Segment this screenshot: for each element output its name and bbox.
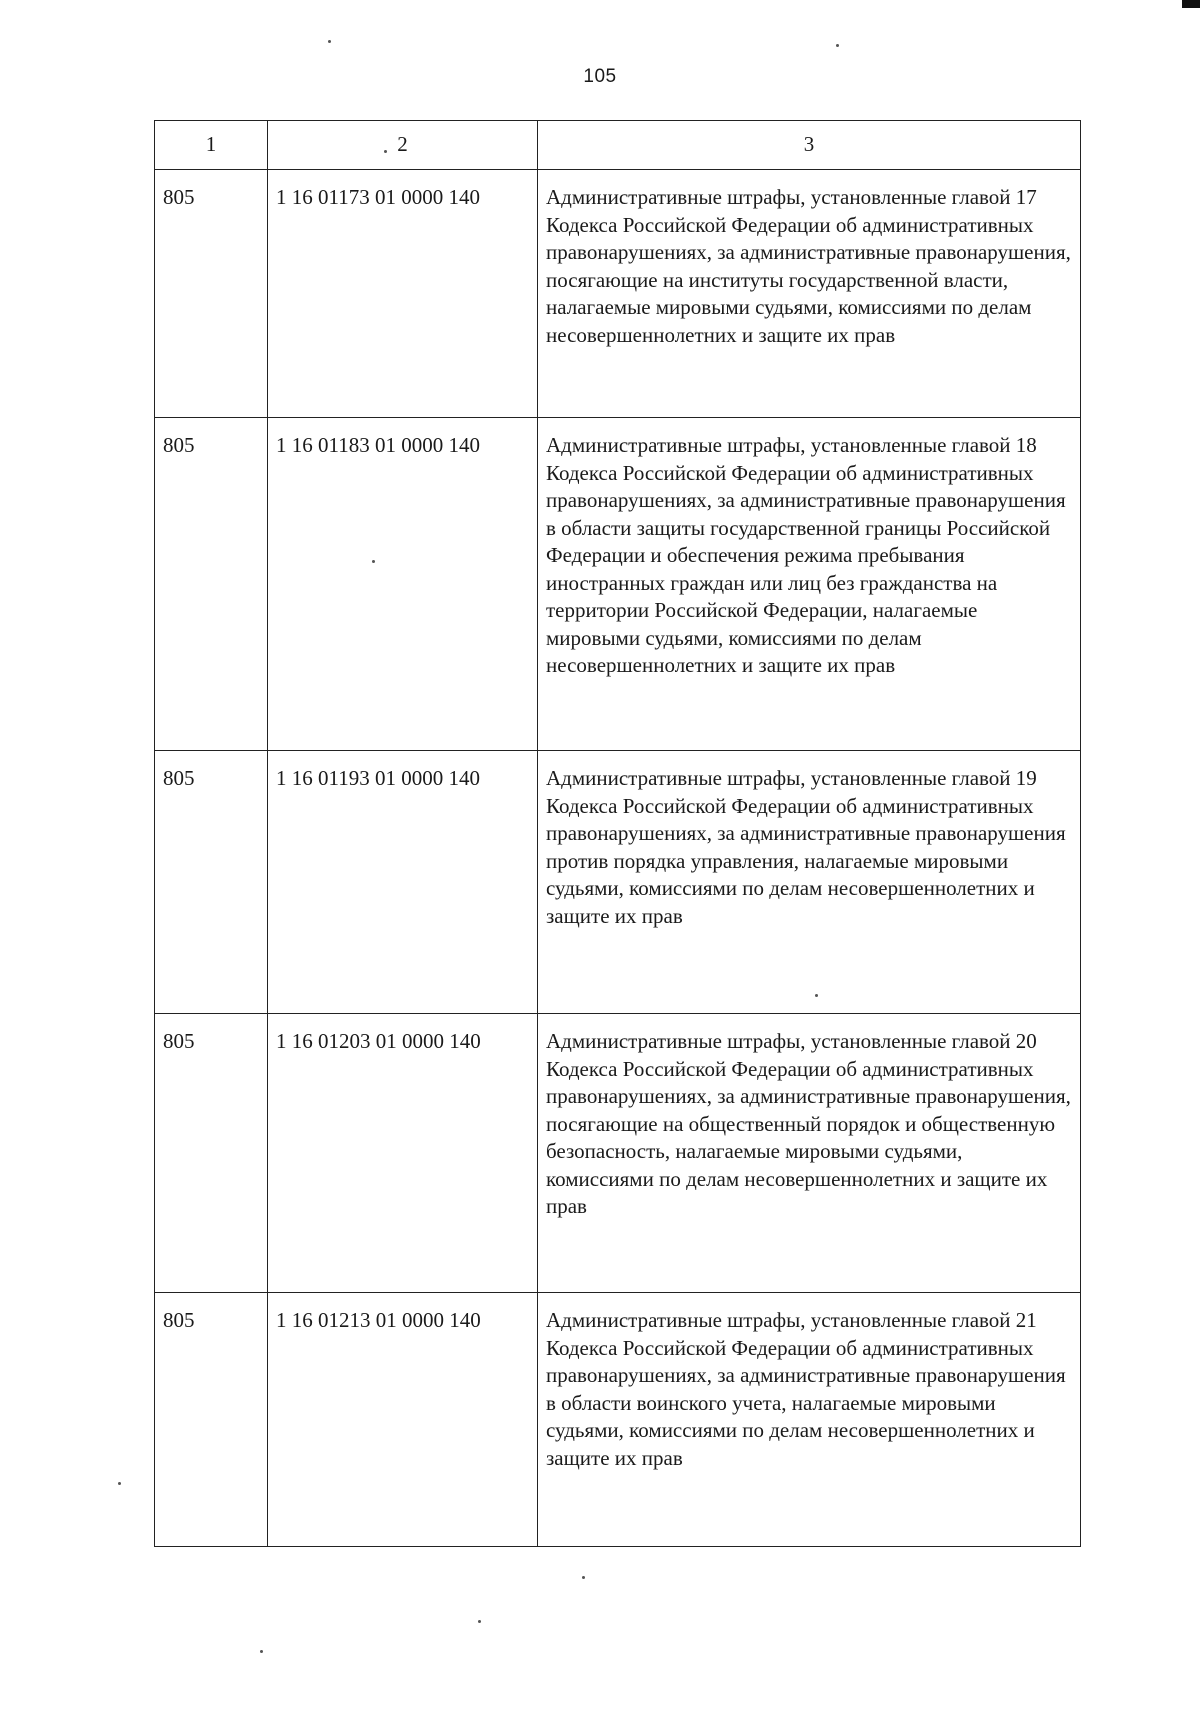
description-cell: Административные штрафы, установленные главой 21 Кодекса Российской Федерации об административных правонарушениях, за административные правонарушения в области воинского учета, налагаемые мировыми судьями, комиссиями по делам несовершеннолетних и защите их прав: [538, 1293, 1081, 1547]
description-cell: Административные штрафы, установленные главой 19 Кодекса Российской Федерации об административных правонарушениях, за административные правонарушения против порядка управления, налагаемые мировыми судьями, комиссиями по делам несовершеннолетних и защите их прав: [538, 751, 1081, 1014]
revenue-codes-table: [154, 120, 1081, 1547]
scan-speck: [372, 560, 375, 563]
table-row: [155, 170, 1081, 418]
table-header: [155, 121, 1081, 170]
budget-code-cell: 1 16 01173 01 0000 140: [268, 170, 538, 418]
scan-speck: [582, 1576, 585, 1579]
scan-speck: [384, 150, 387, 153]
header-row: [155, 121, 1081, 170]
table-body: [155, 170, 1081, 1547]
scan-corner-mark: [1182, 0, 1200, 8]
description-cell: Административные штрафы, установленные главой 18 Кодекса Российской Федерации об административных правонарушениях, за административные правонарушения в области защиты государственной границы Российской Федерации и обеспечения режима пребывания иностранных граждан или лиц без гражданства на территории Российской Федерации, налагаемые мировыми судьями, комиссиями по делам несовершеннолетних и защите их прав: [538, 418, 1081, 751]
scan-speck: [478, 1620, 481, 1623]
scan-speck: [815, 994, 818, 997]
description-cell: Административные штрафы, установленные главой 17 Кодекса Российской Федерации об административных правонарушениях, за административные правонарушения, посягающие на институты государственной власти, налагаемые мировыми судьями, комиссиями по делам несовершеннолетних и защите их прав: [538, 170, 1081, 418]
table-row: [155, 1014, 1081, 1293]
table-row: [155, 1293, 1081, 1547]
page-number: 105: [583, 66, 617, 87]
description-cell: Административные штрафы, установленные главой 20 Кодекса Российской Федерации об административных правонарушениях, за административные правонарушения, посягающие на общественный порядок и общественную безопасность, налагаемые мировыми судьями, комиссиями по делам несовершеннолетних и защите их прав: [538, 1014, 1081, 1293]
table-row: [155, 418, 1081, 751]
scan-speck: [836, 44, 839, 47]
column-header-1: 1: [155, 121, 268, 170]
budget-code-cell: 1 16 01213 01 0000 140: [268, 1293, 538, 1547]
table-row: [155, 751, 1081, 1014]
budget-code-cell: 1 16 01193 01 0000 140: [268, 751, 538, 1014]
admin-code-cell: 805: [155, 751, 268, 1014]
admin-code-cell: 805: [155, 170, 268, 418]
admin-code-cell: 805: [155, 1014, 268, 1293]
admin-code-cell: 805: [155, 418, 268, 751]
column-header-3: 3: [538, 121, 1081, 170]
budget-code-cell: 1 16 01203 01 0000 140: [268, 1014, 538, 1293]
column-header-2: 2: [268, 121, 538, 170]
scan-speck: [118, 1482, 121, 1485]
admin-code-cell: 805: [155, 1293, 268, 1547]
budget-code-cell: 1 16 01183 01 0000 140: [268, 418, 538, 751]
scan-speck: [328, 40, 331, 43]
scan-speck: [260, 1650, 263, 1653]
